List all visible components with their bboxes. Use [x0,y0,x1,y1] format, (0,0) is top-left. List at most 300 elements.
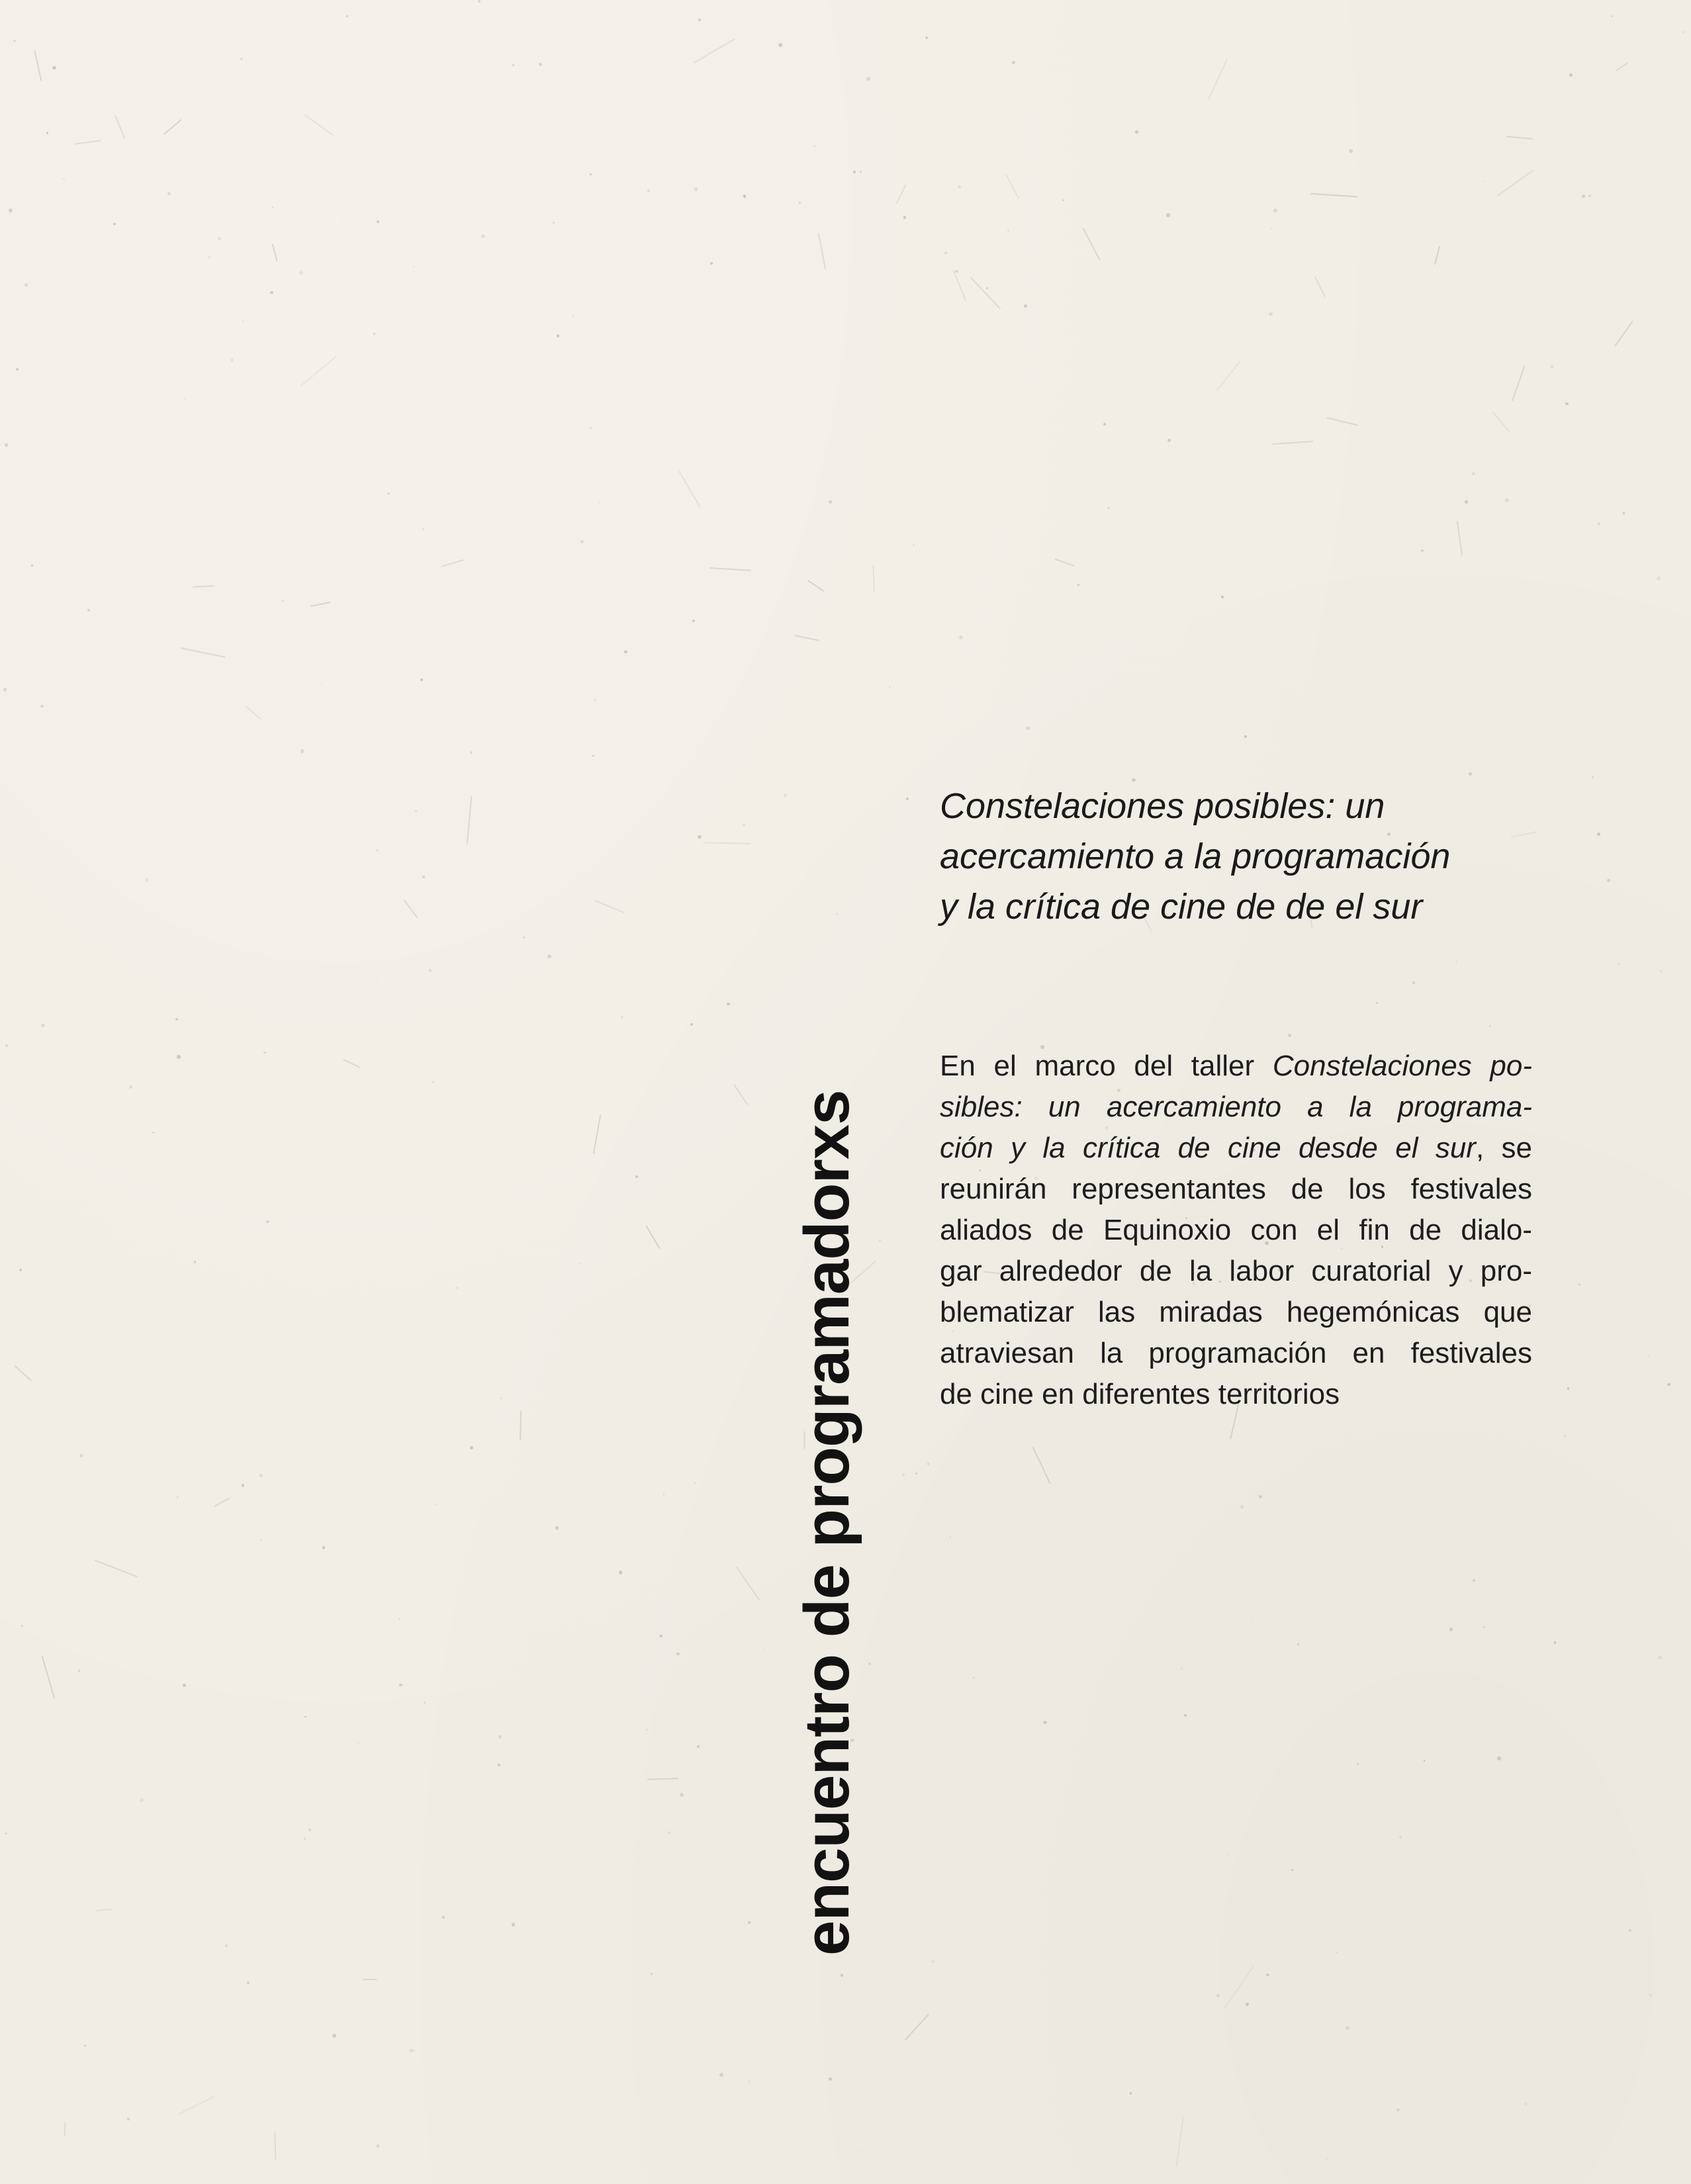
paper-speck [1565,402,1569,406]
paper-speck [1567,1387,1569,1389]
paper-speck [13,40,17,43]
paper-fiber [1457,521,1463,556]
paper-fiber [873,565,876,592]
paper-speck [512,1923,516,1927]
paper-fiber [1223,1966,1254,2009]
paper-speck [1349,149,1353,153]
paper-speck [1449,1627,1453,1631]
paper-speck [1611,15,1613,17]
paper-speck [1376,1002,1378,1004]
paper-speck [659,1635,663,1638]
paper-speck [1269,312,1273,316]
paper-speck [836,913,837,915]
paper-speck [950,1537,951,1538]
subtitle-line: acercamiento a la programación [940,837,1451,876]
paper-speck [1026,727,1030,731]
paper-speck [1505,498,1509,502]
paper-speck [230,358,234,361]
paper-speck [748,1921,751,1924]
paper-fiber [703,842,751,845]
paper-speck [376,849,379,852]
paper-speck [955,270,958,273]
paper-speck [580,1263,581,1264]
paper-speck [498,1764,500,1766]
body-line: blematizar las miradas hegemónicas que [940,1296,1532,1328]
paper-speck [259,1474,263,1477]
paper-speck [927,1463,930,1465]
paper-fiber [310,602,330,607]
paper-speck [913,544,915,547]
paper-speck [424,1702,426,1704]
paper-fiber [896,184,907,203]
paper-fiber [272,244,278,262]
paper-speck [619,1570,623,1574]
paper-fiber [300,355,336,386]
paper-speck [829,500,832,504]
paper-speck [697,1745,700,1748]
paper-speck [599,502,600,503]
paper-speck [680,1793,684,1797]
paper-speck [270,291,273,295]
body-line: ción y la crítica de cine desde el sur, se [940,1132,1532,1164]
paper-fiber [520,1410,522,1440]
paper-speck [308,1829,311,1831]
paper-speck [1227,1853,1229,1855]
paper-speck [420,678,423,681]
paper-speck [1135,130,1138,134]
paper-speck [322,1546,325,1549]
paper-speck [260,1539,261,1541]
paper-speck [175,1018,178,1021]
paper-fiber [1314,277,1326,298]
paper-speck [621,1017,623,1018]
paper-speck [698,835,701,839]
paper-speck [52,66,56,69]
paper-speck [1167,439,1171,442]
paper-speck [749,2081,750,2082]
paper-fiber [41,1655,55,1699]
paper-speck [1181,1668,1183,1670]
paper-fiber [181,647,226,657]
paper-speck [247,1981,250,1985]
paper-speck [1648,1355,1649,1357]
paper-speck [399,1684,402,1687]
body-paragraph [940,1046,1532,1415]
paper-speck [690,1023,693,1026]
paper-speck [1297,1643,1299,1645]
paper-speck [225,1944,228,1947]
paper-speck [456,1287,459,1289]
paper-speck [470,751,473,754]
paper-speck [1291,1869,1293,1871]
paper-fiber [1506,136,1533,140]
paper-speck [1266,1974,1269,1976]
paper-speck [346,15,348,17]
paper-fiber [343,1059,361,1068]
paper-speck [1326,2158,1328,2160]
paper-speck [858,2151,860,2153]
paper-speck [799,202,801,204]
paper-speck [3,688,7,692]
paper-speck [1259,1495,1262,1498]
paper-speck [167,192,170,195]
paper-speck [129,1085,132,1089]
paper-speck [1667,1383,1670,1386]
paper-speck [557,334,559,337]
paper-speck [218,237,222,241]
paper-speck [1251,1617,1252,1619]
paper-fiber [647,1778,678,1781]
paper-speck [676,1653,679,1655]
paper-fiber [304,114,334,136]
paper-fiber [246,705,261,719]
paper-fiber [441,559,464,567]
paper-speck [829,2077,832,2081]
paper-speck [524,936,525,938]
paper-fiber [193,585,214,588]
paper-fiber [1082,227,1101,261]
paper-speck [242,320,244,322]
paper-speck [710,262,713,265]
paper-fiber [34,50,42,81]
paper-speck [240,58,243,60]
paper-speck [1588,195,1591,197]
paper-speck [332,2034,336,2038]
paper-speck [31,565,33,567]
paper-speck [1657,576,1661,580]
paper-speck [5,1833,7,1835]
paper-speck [1598,523,1600,525]
paper-speck [1597,833,1601,837]
paper-fiber [594,900,624,913]
paper-speck [429,969,432,972]
paper-speck [1592,776,1594,778]
paper-fiber [1176,2117,1184,2167]
body-line: aliados de Equinoxio con el fin de dialo- [940,1214,1532,1246]
paper-speck [242,1484,244,1486]
paper-speck [415,810,417,812]
paper-fiber [1498,169,1534,195]
body-line: atraviesan la programación en festivales [940,1337,1532,1369]
paper-speck [778,43,782,47]
paper-speck [398,1618,400,1620]
paper-fiber [178,2096,214,2115]
paper-speck [959,635,962,639]
subtitle [940,781,1555,932]
paper-speck [1336,1952,1338,1954]
paper-fiber [645,1225,660,1249]
paper-speck [422,876,425,878]
paper-speck [320,683,322,684]
paper-speck [1424,1760,1425,1761]
paper-speck [853,171,856,173]
paper-speck [902,1473,905,1476]
paper-speck [46,132,48,134]
paper-speck [1563,1435,1566,1437]
paper-fiber [95,1909,112,1911]
paper-speck [1103,423,1107,426]
paper-speck [841,1974,844,1977]
paper-speck [958,185,962,189]
paper-speck [1024,304,1028,308]
paper-fiber [1032,1446,1050,1483]
paper-fiber [466,796,472,844]
paper-speck [185,398,186,399]
paper-fiber [1615,321,1634,347]
paper-speck [1130,2092,1132,2095]
subtitle-line: Constelaciones posibles: un [940,786,1385,826]
paper-speck [127,2118,130,2120]
paper-speck [986,287,988,289]
paper-speck [553,222,554,223]
paper-speck [272,206,273,208]
paper-speck [1240,1505,1244,1508]
paper-speck [500,1398,502,1400]
paper-speck [377,220,379,223]
paper-fiber [970,277,1001,310]
paper-speck [903,216,907,219]
paper-speck [478,0,480,3]
paper-speck [906,797,909,800]
paper-speck [1465,500,1468,504]
paper-speck [594,699,596,701]
paper-speck [813,145,815,147]
paper-speck [40,705,43,707]
paper-fiber [1216,360,1241,391]
paper-speck [432,1081,434,1083]
paper-fiber [1006,174,1020,199]
paper-speck [1455,961,1458,964]
paper-speck [651,1973,653,1975]
paper-speck [647,189,650,192]
paper-speck [694,1482,696,1484]
paper-speck [1554,1641,1557,1644]
paper-speck [572,315,574,316]
paper-speck [1043,1721,1047,1725]
paper-fiber [95,1560,138,1578]
paper-speck [442,1916,445,1919]
paper-speck [547,954,551,958]
paper-speck [1166,213,1169,216]
paper-speck [304,1838,306,1840]
paper-speck [1649,1994,1652,1997]
paper-speck [304,1716,306,1718]
paper-fiber [163,118,182,134]
paper-speck [1007,230,1009,232]
paper-speck [1108,507,1110,509]
paper-speck [435,1504,437,1506]
paper-speck [387,492,390,495]
paper-speck [1412,981,1415,984]
paper-speck [24,283,28,287]
vertical-title: encuentro de programadorxs [792,1090,862,1956]
paper-speck [266,1220,269,1224]
paper-speck [1421,549,1424,552]
paper-speck [78,1670,80,1672]
paper-speck [87,609,90,612]
paper-fiber [593,1115,602,1155]
paper-speck [512,64,514,66]
paper-speck [146,878,148,881]
paper-speck [1077,584,1080,587]
paper-fiber [807,580,824,592]
paper-speck [1582,195,1585,198]
paper-speck [1660,970,1662,972]
paper-fiber [275,2132,277,2160]
paper-speck [743,823,745,826]
paper-fiber [733,1085,748,1105]
paper-speck [41,1024,44,1027]
paper-speck [208,256,210,258]
paper-speck [1607,879,1610,882]
paper-fiber [1616,62,1629,71]
paper-speck [9,208,13,212]
paper-speck [539,63,542,66]
body-line: gar alrededor de la labor curatorial y pro- [940,1255,1532,1287]
paper-fiber [818,234,826,270]
paper-speck [410,2049,413,2052]
paper-speck [1399,1836,1402,1839]
paper-speck [177,1496,179,1498]
paper-speck [357,1742,359,1743]
paper-speck [1472,472,1475,475]
paper-speck [377,981,379,983]
paper-speck [177,1055,181,1059]
paper-fiber [905,2014,929,2040]
paper-fiber [14,1365,32,1381]
paper-fiber [952,269,966,300]
paper-speck [1484,181,1485,182]
paper-fiber [794,635,819,641]
paper-speck [16,368,19,371]
paper-speck [1244,735,1247,738]
paper-speck [113,223,116,226]
paper-speck [590,427,592,429]
paper-speck [915,1473,917,1475]
paper-speck [925,36,928,39]
paper-speck [1578,1284,1580,1286]
paper-speck [879,1240,881,1242]
paper-speck [743,195,746,197]
paper-speck [932,1960,935,1963]
paper-speck [1483,1626,1485,1628]
paper-speck [592,755,594,756]
paper-speck [1473,1579,1475,1582]
paper-speck [663,1494,665,1496]
paper-speck [555,1526,559,1530]
paper-fiber [114,115,126,139]
paper-speck [694,187,698,191]
paper-speck [377,2144,380,2148]
paper-speck [79,1454,83,1458]
paper-speck [692,619,695,622]
paper-speck [422,528,424,530]
paper-speck [84,2045,86,2047]
paper-fiber [404,900,418,918]
paper-speck [140,1798,144,1802]
paper-speck [300,749,304,752]
paper-fiber [1208,59,1228,100]
paper-fiber [1310,193,1358,198]
paper-speck [282,600,284,602]
paper-speck [498,1735,502,1739]
paper-speck [764,1649,765,1650]
body-line: En el marco del taller Constelaciones po- [940,1050,1532,1082]
paper-speck [1357,1763,1359,1765]
paper-speck [1012,61,1015,64]
subtitle-line: y la crítica de cine de de el sur [940,887,1423,927]
paper-speck [727,1003,729,1005]
paper-speck [1489,1025,1491,1027]
paper-speck [573,1516,574,1518]
paper-speck [63,178,65,180]
paper-speck [1497,1756,1500,1760]
paper-speck [152,1132,155,1134]
paper-fiber [693,38,735,64]
paper-speck [1062,199,1064,201]
paper-speck [590,173,592,175]
paper-speck [194,1261,197,1263]
paper-speck [646,1729,648,1731]
paper-speck [860,171,862,173]
paper-speck [263,1052,266,1054]
paper-fiber [1512,365,1526,401]
paper-fiber [363,1979,377,1980]
paper-speck [481,234,485,238]
paper-fiber [736,1567,760,1601]
paper-speck [1288,1034,1291,1037]
paper-speck [373,333,375,334]
paper-speck [1396,2109,1400,2112]
paper-speck [1623,512,1625,514]
paper-speck [821,999,822,1000]
paper-speck [1273,208,1277,212]
paper-fiber [1054,559,1074,567]
paper-speck [866,77,870,81]
paper-speck [1524,2103,1527,2105]
paper-fiber [1434,246,1441,265]
paper-speck [5,443,8,447]
paper-fiber [1272,441,1313,445]
paper-fiber [709,567,751,571]
paper-speck [889,686,891,688]
paper-speck [1184,1714,1187,1717]
body-line: sibles: un acercamiento a la programa- [940,1091,1532,1123]
paper-speck [624,651,627,654]
paper-speck [944,251,947,254]
paper-speck [1346,2026,1349,2030]
body-line: de cine en diferentes territorios [940,1378,1340,1410]
paper-fiber [678,471,701,508]
paper-speck [1682,31,1684,33]
paper-fiber [64,2122,66,2136]
paper-speck [522,1340,523,1342]
paper-speck [719,2073,723,2077]
paper-speck [19,1269,22,1271]
paper-speck [1216,1994,1220,1997]
paper-speck [470,1446,473,1449]
paper-fiber [1327,417,1359,426]
paper-speck [1221,596,1224,598]
paper-speck [299,271,303,275]
paper-speck [1271,228,1273,230]
paper-speck [413,266,414,267]
paper-speck [183,1684,186,1687]
paper-speck [784,794,788,797]
paper-fiber [75,140,101,145]
paper-fiber [1492,411,1510,432]
paper-speck [973,1677,974,1678]
